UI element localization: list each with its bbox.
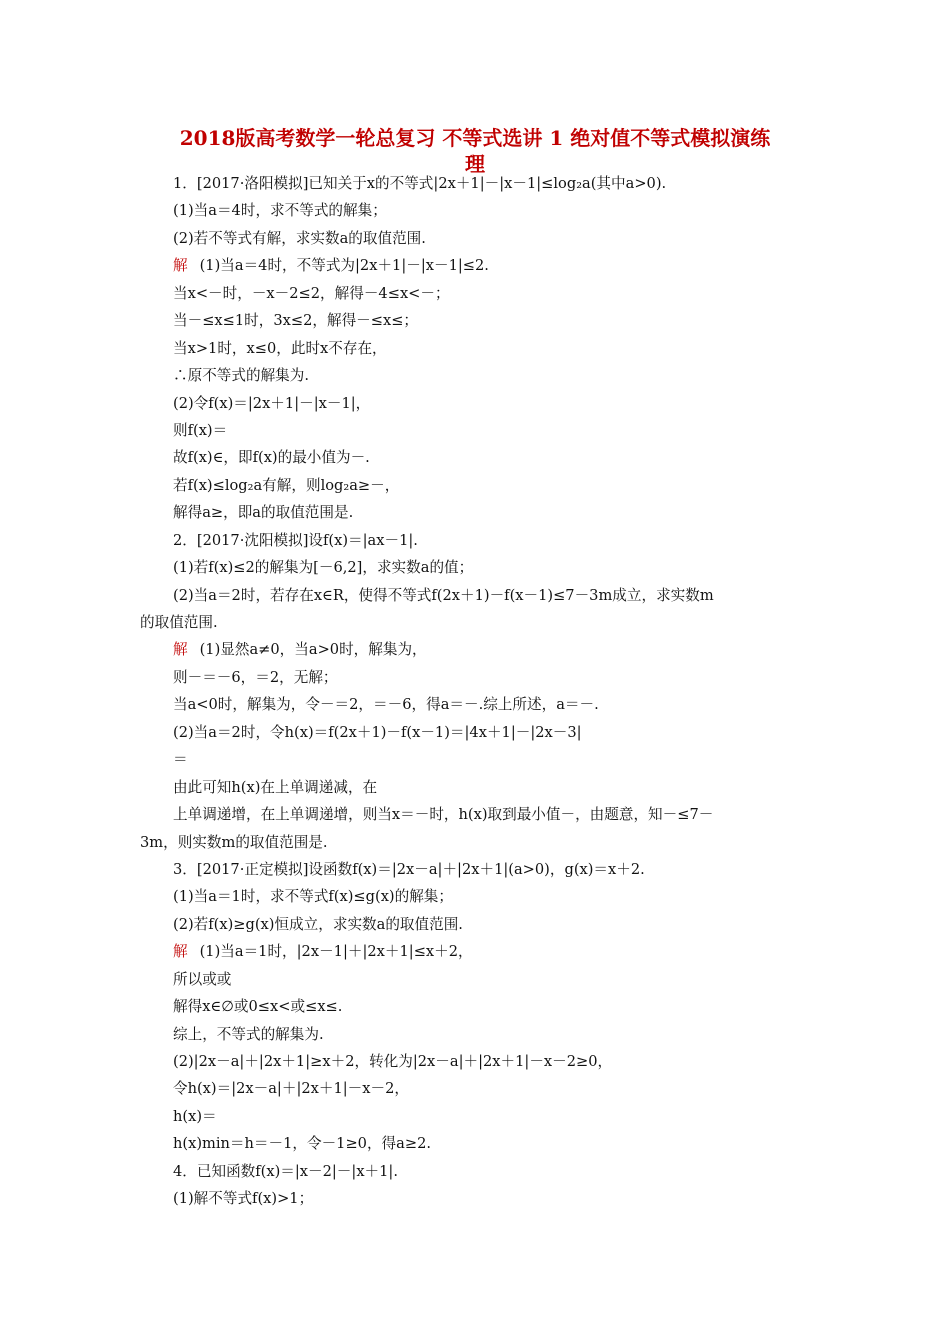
line-text: 3m，则实数m的取值范围是.: [140, 833, 328, 851]
line-text: (1)当a＝4时，不等式为|2x＋1|－|x－1|≤2.: [199, 257, 489, 275]
answer-marker: 解: [173, 943, 188, 961]
text-line: [140, 774, 810, 801]
text-line: [140, 390, 810, 417]
line-text: 1．[2017·洛阳模拟]已知关于x的不等式|2x＋1|－|x－1|≤log₂a(其中a>0).: [173, 175, 667, 192]
text-line: [140, 362, 810, 389]
text-line: [140, 1158, 810, 1185]
text-line: [140, 719, 810, 746]
text-line: [140, 252, 810, 279]
answer-marker: 解: [173, 257, 188, 275]
line-text: 综上，不等式的解集为.: [173, 1025, 324, 1043]
line-text: 故f(x)∈，即f(x)的最小值为－.: [173, 449, 370, 467]
text-line: [140, 582, 810, 609]
line-text: (1)显然a≠0，当a>0时，解集为，: [199, 641, 427, 659]
line-text: h(x)＝: [173, 1107, 217, 1125]
text-line: [140, 691, 810, 718]
text-line: [140, 1048, 810, 1075]
text-line: [140, 307, 810, 334]
line-text: 解得x∈∅或0≤x<或≤x≤.: [173, 998, 343, 1016]
line-text: 3．[2017·正定模拟]设函数f(x)＝|2x－a|＋|2x＋1|(a>0)，g(x)＝x＋2.: [173, 860, 645, 878]
line-text: (2)当a＝2时，令h(x)＝f(2x＋1)－f(x－1)＝|4x＋1|－|2x－3|: [173, 723, 582, 741]
line-text: (1)若f(x)≤2的解集为[－6,2]，求实数a的值；: [173, 559, 474, 577]
line-text: 4．已知函数f(x)＝|x－2|－|x＋1|.: [173, 1162, 398, 1180]
text-line: [140, 1075, 810, 1102]
text-line: [140, 472, 810, 499]
line-text: 解得a≥，即a的取值范围是.: [173, 504, 354, 522]
line-text: 的取值范围.: [140, 614, 218, 631]
text-line: [140, 499, 810, 526]
line-text: (1)当a＝1时，|2x－1|＋|2x＋1|≤x＋2，: [199, 943, 473, 961]
line-text: ＝: [173, 751, 188, 769]
text-line: [140, 966, 810, 993]
text-line: [140, 554, 810, 581]
text-line: [140, 636, 810, 663]
line-text: (1)当a＝4时，求不等式的解集；: [173, 202, 387, 220]
line-text: (2)令f(x)＝|2x＋1|－|x－1|，: [173, 394, 371, 412]
line-text: 则f(x)＝: [173, 421, 228, 439]
text-line: [140, 801, 810, 828]
line-text: 由此可知h(x)在上单调递减，在: [173, 778, 378, 796]
text-line: [140, 225, 810, 252]
line-text: h(x)min＝h＝－1，令－1≥0，得a≥2.: [173, 1135, 432, 1153]
line-text: 2．[2017·沈阳模拟]设f(x)＝|ax－1|.: [173, 531, 418, 549]
line-text: ∴原不等式的解集为.: [173, 367, 309, 385]
text-line: [140, 280, 810, 307]
text-line: [140, 335, 810, 362]
text-line: [140, 1130, 810, 1157]
line-text: (1)当a＝1时，求不等式f(x)≤g(x)的解集；: [173, 888, 453, 906]
document-title: 2018版高考数学一轮总复习 不等式选讲 1 绝对值不等式模拟演练: [179, 126, 771, 150]
text-line: [140, 856, 810, 883]
text-line: [140, 1185, 810, 1212]
line-text: 若f(x)≤log₂a有解，则log₂a≥－，: [173, 476, 400, 494]
line-text: 当－≤x≤1时，3x≤2，解得－≤x≤；: [173, 312, 419, 330]
text-line: [140, 1021, 810, 1048]
text-line: [140, 170, 810, 197]
line-text: 当x<－时，－x－2≤2，解得－4≤x<－；: [173, 284, 450, 302]
line-text: (2)|2x－a|＋|2x＋1|≥x＋2，转化为|2x－a|＋|2x＋1|－x－2≥0，: [173, 1053, 613, 1070]
text-line: [140, 197, 810, 224]
line-text: 则－＝－6，＝2，无解；: [173, 668, 338, 686]
text-line: [140, 527, 810, 554]
line-text: 令h(x)＝|2x－a|＋|2x＋1|－x－2，: [173, 1080, 409, 1098]
text-line: [140, 746, 810, 773]
text-line: [140, 993, 810, 1020]
text-line: [140, 1103, 810, 1130]
line-text: 所以或或: [173, 970, 232, 988]
line-text: 当x>1时，x≤0，此时x不存在，: [173, 339, 387, 357]
text-line: [140, 829, 810, 856]
line-text: 上单调递增，在上单调递增，则当x＝－时，h(x)取到最小值－，由题意，知－≤7－: [173, 806, 714, 824]
text-line: [140, 883, 810, 910]
text-line: [140, 444, 810, 471]
answer-marker: 解: [173, 641, 188, 659]
document-body: [140, 170, 810, 1213]
line-text: (2)若f(x)≥g(x)恒成立，求实数a的取值范围.: [173, 915, 463, 933]
document-title-continuation: 理: [465, 152, 485, 176]
text-line: [140, 664, 810, 691]
text-line: [140, 417, 810, 444]
line-text: (2)当a＝2时，若存在x∈R，使得不等式f(2x＋1)－f(x－1)≤7－3m成立，求实数m: [173, 586, 714, 604]
line-text: 当a<0时，解集为，令－＝2，＝－6，得a＝－.综上所述，a＝－.: [173, 696, 599, 714]
text-line: [140, 911, 810, 938]
line-text: (2)若不等式有解，求实数a的取值范围.: [173, 229, 426, 247]
text-line: [140, 938, 810, 965]
text-line: [140, 609, 810, 636]
line-text: (1)解不等式f(x)>1；: [173, 1190, 314, 1208]
